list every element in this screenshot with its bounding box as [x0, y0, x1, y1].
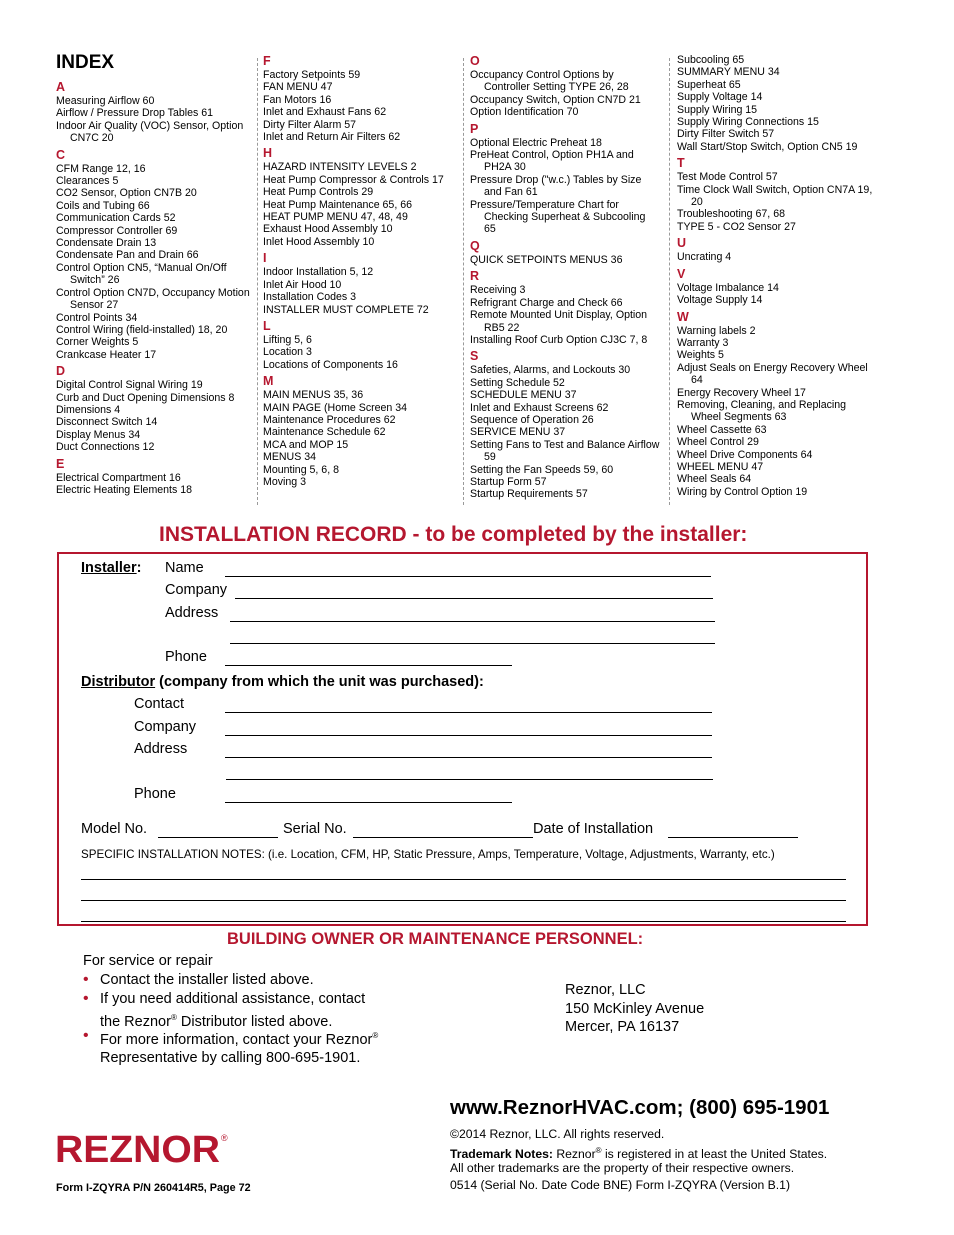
index-letter: W	[677, 309, 689, 324]
index-letter: T	[677, 156, 685, 171]
model-no-field[interactable]	[158, 837, 278, 838]
index-entry: PreHeat Control, Option PH1A and PH2A 30	[470, 149, 634, 174]
copyright-text: ©2014 Reznor, LLC. All rights reserved.	[450, 1127, 665, 1141]
index-letter: U	[677, 236, 687, 251]
index-entry: Airflow / Pressure Drop Tables 61	[56, 107, 214, 120]
index-entry: Display Menus 34	[56, 428, 141, 441]
distributor-address-label: Address	[134, 741, 188, 757]
index-entry: CO2 Sensor, Option CN7B 20	[56, 187, 197, 200]
trademark-notes: Trademark Notes: Reznor® is registered in at least the United States.	[450, 1146, 828, 1162]
index-entry: Wiring by Control Option 19	[677, 485, 808, 498]
index-entry: Curb and Duct Opening Dimensions 8	[56, 391, 235, 404]
index-entry: Supply Voltage 14	[677, 91, 763, 104]
index-entry: Supply Wiring 15	[677, 103, 758, 116]
index-entry: Clearances 5	[56, 175, 119, 188]
index-entry: Control Wiring (field-installed) 18, 20	[56, 323, 228, 336]
distributor-phone-field[interactable]	[225, 802, 512, 803]
index-entry: Disconnect Switch 14	[56, 416, 158, 429]
index-letter: L	[263, 318, 271, 333]
index-entry: Troubleshooting 67, 68	[677, 208, 785, 221]
index-entry: Wall Start/Stop Switch, Option CN5 19	[677, 140, 858, 153]
index-letter: R	[470, 269, 480, 284]
trademark-notes-2: All other trademarks are the property of their respective owners.	[450, 1161, 795, 1175]
index-entry: Heat Pump Controls 29	[263, 186, 374, 199]
index-entry: Corner Weights 5	[56, 336, 139, 349]
index-letter: S	[470, 349, 479, 364]
index-entry: Inlet Hood Assembly 10	[263, 235, 375, 248]
service-intro: For service or repair	[83, 953, 213, 969]
index-entry: Inlet and Exhaust Screens 62	[470, 401, 609, 414]
index-entry: Electrical Compartment 16	[56, 471, 181, 484]
index-entry: Setting Fans to Test and Balance Airflow 59	[470, 438, 660, 464]
index-entry: Inlet and Return Air Filters 62	[263, 131, 401, 144]
index-entry: Removing, Cleaning, and Replacing Wheel Segments 63	[677, 398, 847, 424]
index-entry: Safeties, Alarms, and Lockouts 30	[470, 364, 631, 377]
index-letter: V	[677, 266, 686, 281]
index-entry: Optional Electric Preheat 18	[470, 136, 602, 149]
index-entry: Inlet and Exhaust Fans 62	[263, 106, 387, 119]
installation-record-box	[57, 552, 868, 926]
index-entry: Warranty 3	[677, 336, 729, 349]
index-entry: MCA and MOP 15	[263, 438, 349, 451]
index-entry: Inlet Air Hood 10	[263, 278, 342, 291]
index-column-1	[56, 80, 252, 496]
website-phone[interactable]: www.ReznorHVAC.com; (800) 695-1901	[450, 1096, 830, 1119]
index-entry: Pressure Drop ("w.c.) Tables by Size and Fan 61	[470, 173, 642, 199]
index-entry: Factory Setpoints 59	[263, 69, 361, 81]
index-entry: Communication Cards 52	[56, 212, 176, 225]
index-entry: Weights 5	[677, 349, 724, 362]
company-address: Reznor, LLC 150 McKinley Avenue Mercer, PA 16137	[565, 982, 705, 1036]
index-entry: MAIN PAGE (Home Screen 34	[263, 401, 408, 414]
reznor-logo	[55, 1130, 230, 1166]
index-entry: Wheel Drive Components 64	[677, 448, 813, 461]
index-column-3	[470, 54, 660, 501]
notes-line-1[interactable]	[81, 879, 846, 880]
index-column-4	[677, 54, 877, 498]
index-entry: HAZARD INTENSITY LEVELS 2	[263, 161, 417, 174]
index-letter: C	[56, 147, 66, 162]
specific-notes-label: SPECIFIC INSTALLATION NOTES: (i.e. Location, CFM, HP, Static Pressure, Amps, Temperature, Voltage, Adjustments, Warranty, etc.)	[81, 848, 775, 861]
reznor-logo-image	[55, 1130, 230, 1166]
form-version-code: 0514 (Serial No. Date Code BNE) Form I-ZQYRA (Version B.1)	[450, 1178, 791, 1192]
index-entry: MAIN MENUS 35, 36	[263, 389, 364, 402]
date-of-installation-field[interactable]	[668, 837, 798, 838]
index-letter: O	[470, 54, 480, 68]
index-entry: Option Identification 70	[470, 106, 579, 119]
index-entry: Location 3	[263, 346, 312, 359]
service-bullet-3: For more information, contact your Reznor® Representative by calling 800-695-1901.	[100, 1031, 379, 1067]
index-entry: Crankcase Heater 17	[56, 348, 157, 361]
installer-name-field[interactable]	[225, 576, 711, 577]
index-entry: Electric Heating Elements 18	[56, 483, 193, 496]
index-entry: Control Points 34	[56, 311, 138, 324]
owner-section-title: BUILDING OWNER OR MAINTENANCE PERSONNEL:	[227, 930, 644, 948]
index-entry: QUICK SETPOINTS MENUS 36	[470, 253, 623, 266]
index-letter: H	[263, 146, 273, 161]
distributor-label: Distributor (company from which the unit was purchased):	[81, 674, 484, 690]
index-entry: Installing Roof Curb Option CJ3C 7, 8	[470, 333, 648, 346]
index-entry: Duct Connections 12	[56, 441, 155, 454]
index-entry: Locations of Components 16	[263, 358, 398, 371]
index-column-2	[263, 54, 459, 488]
index-letter: Q	[470, 238, 480, 253]
distributor-phone-label: Phone	[134, 786, 176, 802]
index-entry: Refrigrant Charge and Check 66	[470, 296, 623, 309]
index-entry: Receiving 3	[470, 284, 526, 297]
index-entry: Indoor Air Quality (VOC) Sensor, Option CN7C 20	[56, 119, 244, 145]
index-entry: Uncrating 4	[677, 251, 732, 264]
distributor-company-label: Company	[134, 719, 197, 735]
index-entry: Heat Pump Compressor & Controls 17	[263, 173, 444, 186]
distributor-address-field-2[interactable]	[226, 779, 713, 780]
bullet-icon: •	[83, 990, 89, 1007]
notes-line-2[interactable]	[81, 900, 846, 901]
installer-company-label: Company	[165, 582, 228, 598]
index-entry: Fan Motors 16	[263, 93, 332, 106]
index-entry: TYPE 5 - CO2 Sensor 27	[677, 220, 796, 233]
index-entry: Digital Control Signal Wiring 19	[56, 379, 203, 392]
index-entry: Sequence of Operation 26	[470, 413, 594, 426]
service-bullet-1: Contact the installer listed above.	[100, 972, 314, 988]
index-entry: Occupancy Control Options by Controller Setting TYPE 26, 28	[470, 69, 629, 94]
index-entry: Wheel Seals 64	[677, 473, 752, 486]
index-entry: Control Option CN7D, Occupancy Motion Sensor 27	[56, 286, 250, 312]
index-letter: F	[263, 54, 271, 68]
notes-line-3[interactable]	[81, 921, 846, 922]
index-entry: Heat Pump Maintenance 65, 66	[263, 198, 412, 211]
index-entry: SUMMARY MENU 34	[677, 66, 780, 79]
date-of-installation-label: Date of Installation	[533, 821, 654, 837]
index-entry: Dimensions 4	[56, 403, 121, 416]
index-entry: Compressor Controller 69	[56, 224, 178, 237]
index-entry: CFM Range 12, 16	[56, 162, 146, 175]
index-entry: Setting the Fan Speeds 59, 60	[470, 463, 614, 476]
index-entry: Occupancy Switch, Option CN7D 21	[470, 93, 641, 106]
index-letter: I	[263, 251, 267, 266]
index-entry: Maintenance Procedures 62	[263, 413, 396, 426]
index-entry: SCHEDULE MENU 37	[470, 389, 577, 402]
distributor-address-field[interactable]	[225, 757, 712, 758]
column-divider	[669, 58, 670, 505]
serial-no-label: Serial No.	[283, 821, 347, 837]
index-entry: FAN MENU 47	[263, 81, 333, 94]
index-entry: Wheel Control 29	[677, 436, 759, 449]
index-letter: P	[470, 121, 479, 136]
installer-address-field[interactable]	[230, 621, 715, 622]
index-entry: Remote Mounted Unit Display, Option RB5 22	[470, 309, 648, 334]
installer-address-field-2[interactable]	[230, 643, 715, 644]
index-entry: Voltage Supply 14	[677, 294, 763, 307]
index-entry: Supply Wiring Connections 15	[677, 116, 819, 129]
logo-registered-mark: ®	[221, 1133, 228, 1143]
index-entry: Installation Codes 3	[263, 291, 357, 304]
index-entry: Warning labels 2	[677, 324, 756, 337]
index-entry: Adjust Seals on Energy Recovery Wheel 64	[677, 361, 868, 387]
index-entry: Wheel Cassette 63	[677, 423, 767, 436]
index-entry: Coils and Tubing 66	[56, 199, 150, 212]
bullet-icon: •	[83, 1027, 89, 1044]
index-entry: Superheat 65	[677, 78, 741, 91]
index-entry: Pressure/Temperature Chart for Checking Superheat & Subcooling 65	[470, 198, 646, 236]
installer-phone-field[interactable]	[225, 665, 512, 666]
column-divider	[463, 58, 464, 505]
service-bullet-2: If you need additional assistance, contact the Reznor® Distributor listed above.	[100, 991, 366, 1030]
index-entry: Voltage Imbalance 14	[677, 281, 779, 294]
index-entry: Indoor Installation 5, 12	[263, 266, 374, 279]
index-entry: SERVICE MENU 37	[470, 426, 566, 439]
index-title: INDEX	[56, 52, 115, 73]
index-entry: Condensate Drain 13	[56, 237, 157, 250]
index-entry: MENUS 34	[263, 451, 316, 464]
index-entry: Test Mode Control 57	[677, 171, 778, 184]
index-entry: Exhaust Hood Assembly 10	[263, 223, 393, 236]
distributor-contact-field[interactable]	[225, 712, 712, 713]
index-entry: Subcooling 65	[677, 54, 745, 66]
model-no-label: Model No.	[81, 821, 148, 837]
index-entry: Lifting 5, 6	[263, 333, 312, 346]
installer-name-label: Name	[165, 560, 204, 576]
index-letter: E	[56, 456, 65, 471]
installer-phone-label: Phone	[165, 649, 207, 665]
index-entry: HEAT PUMP MENU 47, 48, 49	[263, 211, 408, 224]
index-entry: Dirty Filter Alarm 57	[263, 118, 357, 131]
index-letter: A	[56, 80, 66, 94]
index-entry: Dirty Filter Switch 57	[677, 128, 775, 141]
index-entry: INSTALLER MUST COMPLETE 72	[263, 303, 429, 316]
form-number: Form I-ZQYRA P/N 260414R5, Page 72	[56, 1182, 251, 1194]
index-entry: Condensate Pan and Drain 66	[56, 249, 199, 262]
index-entry: Startup Form 57	[470, 475, 547, 488]
serial-no-field[interactable]	[353, 837, 533, 838]
index-entry: WHEEL MENU 47	[677, 460, 764, 473]
index-entry: Energy Recovery Wheel 17	[677, 386, 806, 399]
index-entry: Maintenance Schedule 62	[263, 426, 386, 439]
distributor-contact-label: Contact	[134, 696, 184, 712]
index-entry: Time Clock Wall Switch, Option CN7A 19, 20	[677, 183, 873, 209]
index-letter: D	[56, 364, 66, 379]
index-entry: Measuring Airflow 60	[56, 95, 155, 107]
distributor-company-field[interactable]	[225, 735, 712, 736]
index-entry: Moving 3	[263, 475, 306, 488]
logo-wordmark: REZNOR	[55, 1130, 220, 1166]
installation-record-title: INSTALLATION RECORD - to be completed by the installer:	[159, 523, 748, 546]
index-entry: Mounting 5, 6, 8	[263, 463, 339, 476]
index-entry: Startup Requirements 57	[470, 488, 588, 501]
installer-company-field[interactable]	[235, 598, 713, 599]
bullet-icon: •	[83, 971, 89, 988]
installer-label: Installer:	[81, 560, 142, 576]
index-entry: Setting Schedule 52	[470, 376, 565, 389]
index-entry: Control Option CN5, “Manual On/Off Switch” 26	[56, 261, 227, 287]
installer-address-label: Address	[165, 605, 219, 621]
index-letter: M	[263, 374, 274, 389]
column-divider	[257, 58, 258, 505]
